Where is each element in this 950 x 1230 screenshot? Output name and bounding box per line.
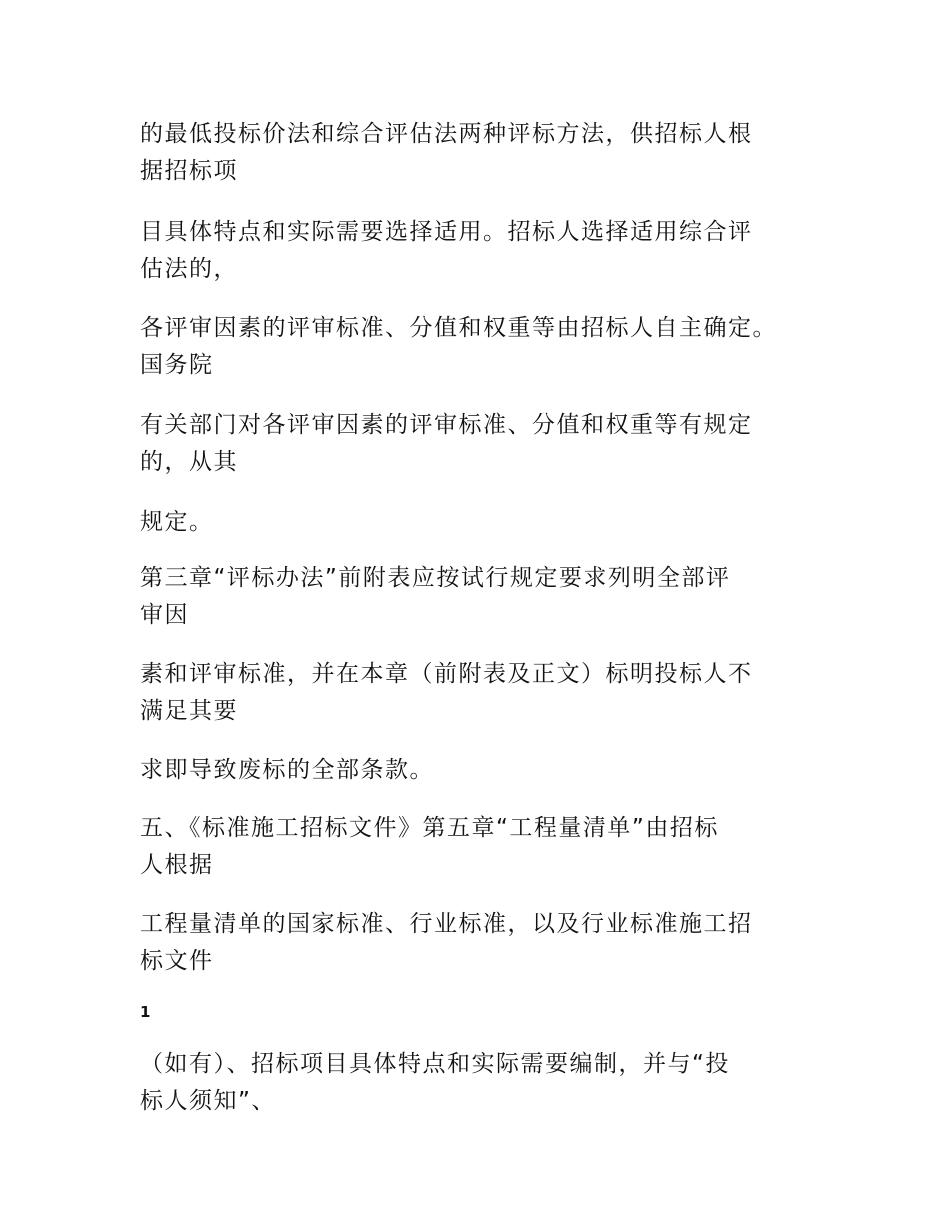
paragraph-line: 估法的，: [140, 256, 238, 282]
paragraph-line: 素和评审标准，并在本章（前附表及正文）标明投标人不: [140, 661, 753, 687]
paragraph-line: （如有）、招标项目具体特点和实际需要编制，并与“投: [140, 1051, 730, 1077]
paragraph-7: [140, 656, 820, 730]
paragraph-3: [140, 310, 820, 384]
paragraph-line: 满足其要: [140, 698, 238, 724]
paragraph-line: 五、《标准施工招标文件》第五章“工程量清单”由招标: [140, 815, 719, 841]
paragraph-line: 的最低投标价法和综合评估法两种评标方法，供招标人根: [140, 121, 753, 147]
paragraph-1: [140, 116, 820, 190]
paragraph-2: [140, 214, 820, 288]
paragraph-line: 规定。: [140, 509, 214, 535]
paragraph-line: 求即导致废标的全部条款。: [140, 757, 434, 783]
paragraph-line: 的，从其: [140, 449, 238, 475]
paragraph-line: 第三章“评标办法”前附表应按试行规定要求列明全部评: [140, 565, 731, 591]
paragraph-line: 审因: [140, 602, 189, 628]
paragraph-line: 目具体特点和实际需要选择适用。招标人选择适用综合评: [140, 219, 753, 245]
paragraph-11: [140, 1046, 820, 1120]
paragraph-line: 据招标项: [140, 158, 238, 184]
paragraph-line: 人根据: [140, 852, 214, 878]
paragraph-9: [140, 810, 820, 884]
paragraph-8: [140, 752, 820, 789]
paragraph-5: [140, 504, 820, 541]
page-number: 1: [140, 1003, 151, 1021]
paragraph-line: 有关部门对各评审因素的评审标准、分值和权重等有规定: [140, 412, 753, 438]
paragraph-10: [140, 906, 820, 980]
paragraph-line: 标文件: [140, 948, 214, 974]
paragraph-line: 工程量清单的国家标准、行业标准，以及行业标准施工招: [140, 911, 753, 937]
paragraph-6: [140, 560, 820, 634]
paragraph-4: [140, 407, 820, 481]
paragraph-line: 各评审因素的评审标准、分值和权重等由招标人自主确定。: [140, 315, 777, 341]
paragraph-line: 国务院: [140, 352, 214, 378]
paragraph-line: 标人须知”、: [140, 1088, 276, 1114]
